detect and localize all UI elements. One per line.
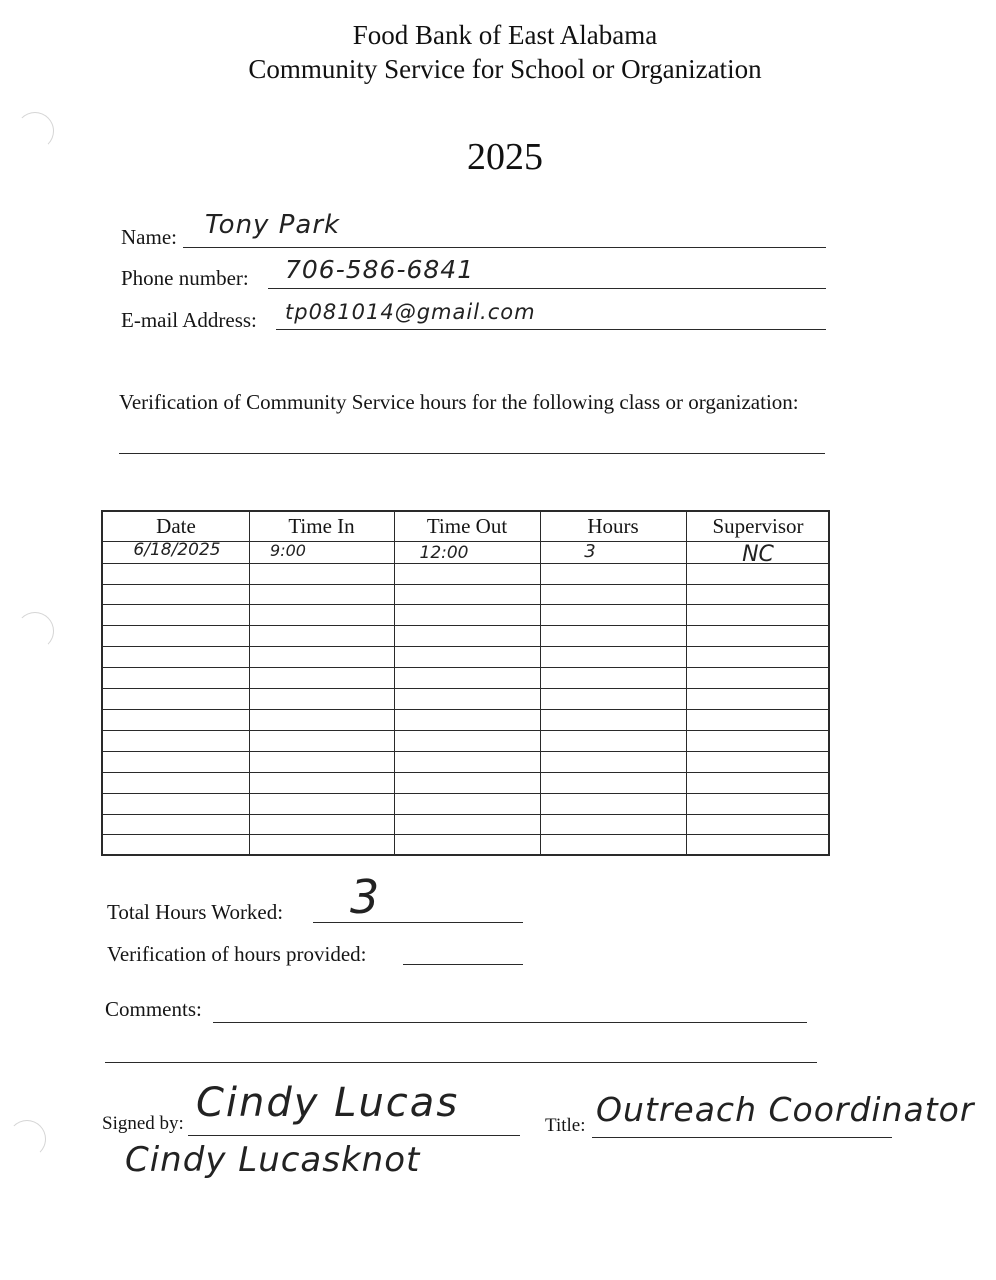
phone-field[interactable]: 706-586-6841 <box>285 255 475 284</box>
total-hours-label: Total Hours Worked: <box>107 900 284 924</box>
row-divider <box>103 667 828 668</box>
header-date: Date <box>156 514 196 538</box>
email-label: E-mail Address: <box>121 308 257 332</box>
verification-hours-label: Verification of hours provided: <box>107 942 367 966</box>
hours-table <box>101 510 830 856</box>
email-field[interactable]: tp081014@gmail.com <box>285 300 536 324</box>
row-divider <box>103 793 828 794</box>
row-divider <box>103 563 828 564</box>
printed-name[interactable]: Cindy Lucasknot <box>125 1140 421 1180</box>
name-field[interactable]: Tony Park <box>205 210 341 240</box>
form-year: 2025 <box>467 136 543 178</box>
phone-label: Phone number: <box>121 266 249 290</box>
binder-hole-mark <box>16 612 54 650</box>
email-line <box>276 329 826 330</box>
header-supervisor: Supervisor <box>712 514 804 538</box>
name-line <box>183 247 826 248</box>
binder-hole-mark <box>8 1120 46 1158</box>
row1-hours[interactable]: 3 <box>584 541 596 562</box>
org-title: Food Bank of East Alabama <box>352 20 658 50</box>
form-subtitle: Community Service for School or Organization <box>248 54 762 84</box>
row-divider <box>103 646 828 647</box>
header-time-in: Time In <box>288 514 355 538</box>
row-divider <box>103 772 828 773</box>
comments-field[interactable] <box>213 1022 807 1023</box>
row-divider <box>103 709 828 710</box>
row1-date[interactable]: 6/18/2025 <box>133 540 221 560</box>
total-hours-field[interactable]: 3 <box>350 870 381 924</box>
row1-time-out[interactable]: 12:00 <box>419 543 469 563</box>
title-label: Title: <box>545 1115 586 1136</box>
row-divider <box>103 814 828 815</box>
row-divider <box>103 584 828 585</box>
header-time-out: Time Out <box>426 514 508 538</box>
row-divider <box>103 751 828 752</box>
verification-hours-field[interactable] <box>403 964 523 965</box>
signature[interactable]: Cindy Lucas <box>196 1080 460 1126</box>
verification-prompt: Verification of Community Service hours for the following class or organization: <box>119 390 799 414</box>
row-divider <box>103 730 828 731</box>
signature-line <box>188 1135 520 1136</box>
row-divider <box>103 688 828 689</box>
header-hours: Hours <box>587 514 639 538</box>
row-divider <box>103 604 828 605</box>
row-divider <box>103 625 828 626</box>
title-field[interactable]: Outreach Coordinator <box>596 1090 975 1129</box>
signed-by-label: Signed by: <box>102 1113 184 1134</box>
row1-time-in[interactable]: 9:00 <box>270 541 306 560</box>
row1-supervisor[interactable]: NC <box>742 542 774 567</box>
class-org-field[interactable] <box>119 453 825 454</box>
title-line <box>592 1137 892 1138</box>
row-divider <box>103 834 828 835</box>
comments-line-2[interactable] <box>105 1062 817 1063</box>
name-label: Name: <box>121 225 177 249</box>
phone-line <box>268 288 826 289</box>
comments-label: Comments: <box>105 997 202 1021</box>
total-hours-line <box>313 922 523 923</box>
